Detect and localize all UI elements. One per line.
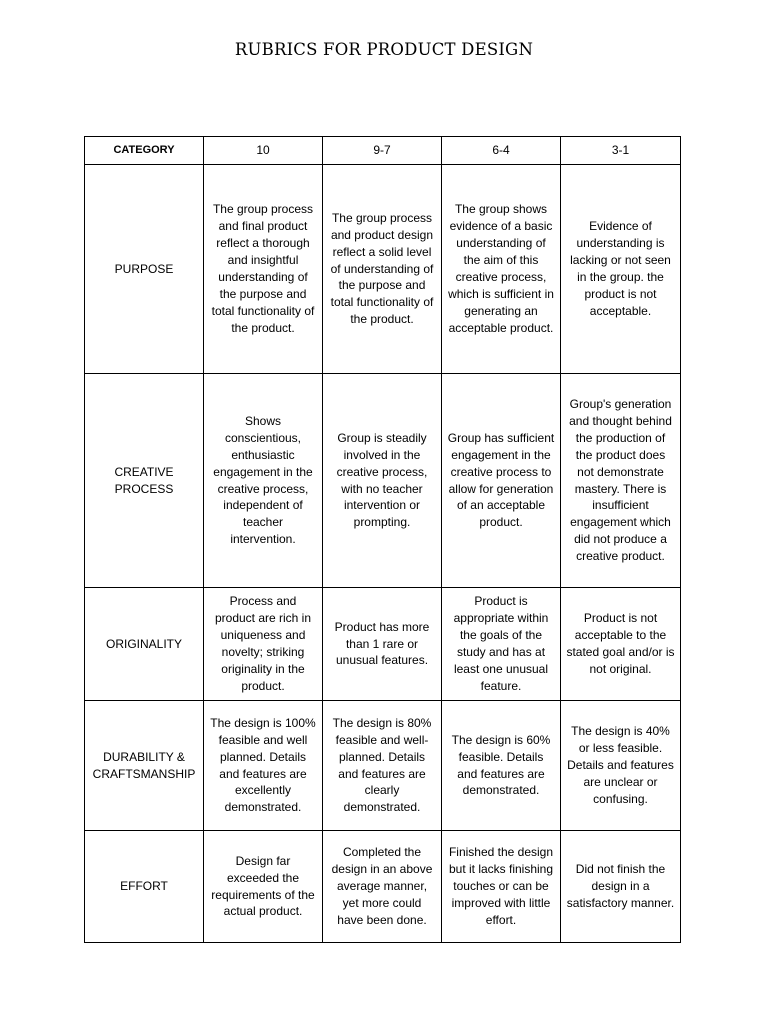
criteria-cell: Finished the design but it lacks finishing touches or can be improved with little effort. [442,831,561,943]
criteria-cell: Evidence of understanding is lacking or not seen in the group. the product is not acceptable. [561,165,681,374]
header-row [85,137,681,165]
category-cell: DURABILITY & CRAFTSMANSHIP [85,701,204,831]
table-row-purpose [85,165,681,374]
criteria-cell: Group has sufficient engagement in the creative process to allow for generation of an acceptable product. [442,374,561,588]
category-cell: CREATIVE PROCESS [85,374,204,588]
criteria-cell: The design is 80% feasible and well-planned. Details and features are clearly demonstrated. [323,701,442,831]
criteria-cell: Product is not acceptable to the stated goal and/or is not original. [561,588,681,701]
category-cell: PURPOSE [85,165,204,374]
category-cell: ORIGINALITY [85,588,204,701]
rubric-table [84,136,681,943]
criteria-cell: The design is 60% feasible. Details and features are demonstrated. [442,701,561,831]
criteria-cell: Completed the design in an above average manner, yet more could have been done. [323,831,442,943]
criteria-cell: Process and product are rich in uniqueness and novelty; striking originality in the product. [204,588,323,701]
category-cell: EFFORT [85,831,204,943]
criteria-cell: The group process and product design reflect a solid level of understanding of the purpose and total functionality of the product. [323,165,442,374]
header-score-6-4: 6-4 [442,137,561,165]
criteria-cell: Group's generation and thought behind the production of the product does not demonstrate mastery. There is insufficient engagement which did not produce a creative product. [561,374,681,588]
header-score-10: 10 [204,137,323,165]
criteria-cell: The design is 100% feasible and well planned. Details and features are excellently demonstrated. [204,701,323,831]
criteria-cell: The design is 40% or less feasible. Details and features are unclear or confusing. [561,701,681,831]
table-row-durability-craftsmanship [85,701,681,831]
criteria-cell: Product has more than 1 rare or unusual features. [323,588,442,701]
criteria-cell: The group shows evidence of a basic understanding of the aim of this creative process, which is sufficient in generating an acceptable product. [442,165,561,374]
criteria-cell: Group is steadily involved in the creative process, with no teacher intervention or prompting. [323,374,442,588]
table-row-originality [85,588,681,701]
table-row-effort [85,831,681,943]
criteria-cell: Product is appropriate within the goals of the study and has at least one unusual feature. [442,588,561,701]
criteria-cell: Shows conscientious, enthusiastic engagement in the creative process, independent of teacher intervention. [204,374,323,588]
criteria-cell: The group process and final product reflect a thorough and insightful understanding of the purpose and total functionality of the product. [204,165,323,374]
criteria-cell: Did not finish the design in a satisfactory manner. [561,831,681,943]
document-title: RUBRICS FOR PRODUCT DESIGN [234,40,534,59]
criteria-cell: Design far exceeded the requirements of the actual product. [204,831,323,943]
table-row-creative-process [85,374,681,588]
header-category: CATEGORY [85,137,204,165]
header-score-3-1: 3-1 [561,137,681,165]
header-score-9-7: 9-7 [323,137,442,165]
